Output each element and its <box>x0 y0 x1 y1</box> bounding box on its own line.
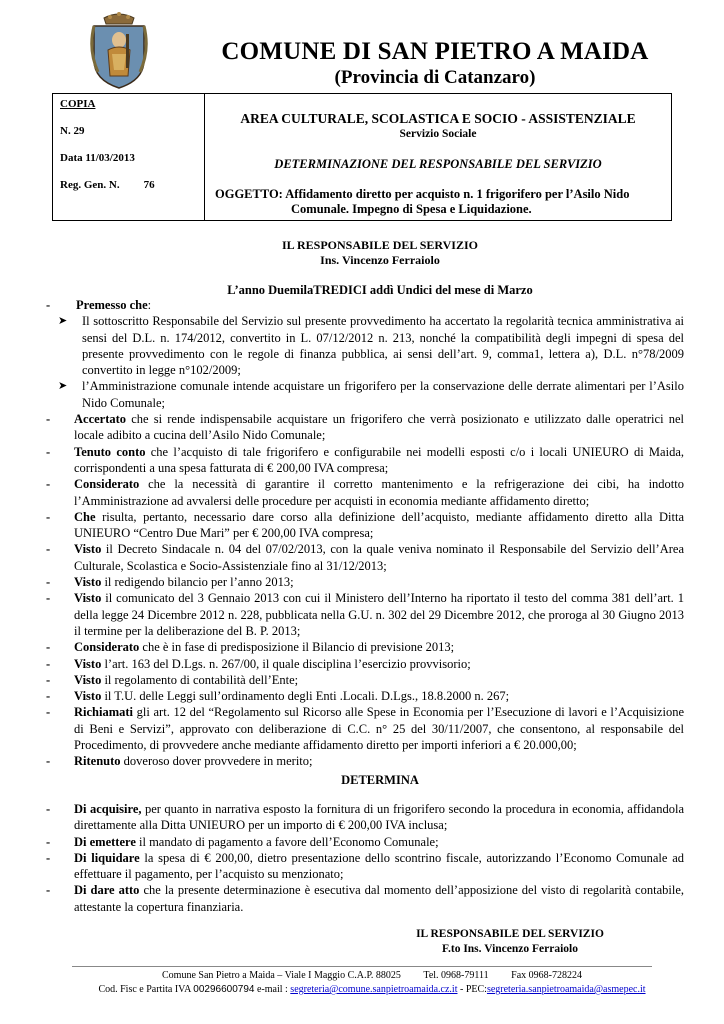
premise-item: - Visto il regolamento di contabilità dell’Ente; <box>46 672 299 687</box>
copy-label: COPIA <box>60 98 96 110</box>
premise-item-lead: Accertato <box>74 412 127 427</box>
premesso-subitem <box>52 313 684 378</box>
premesso-subitem-text: Il sottoscritto Responsabile del Servizio sul presente provvedimento ha accertato la regolarità tecnica amministrativa ai sensi del D.L. n. 174/2012, convertito in L. 07/12/2012 n. 213, nonché la compatibilità degli impegni di spesa del presente provvedimento con le regole di finanza pubblica, ai sensi dell’art. 9, comma1, lettera a), D.L. n°78/2009 convertito in legge n°102/2009; <box>82 314 684 378</box>
premise-item: - Considerato che è in fase di predisposizione il Bilancio di previsione 2013; <box>46 640 455 655</box>
department-name: AREA CULTURALE, SCOLASTICA E SOCIO - ASSISTENZIALE <box>240 111 636 126</box>
premises-section <box>46 297 684 770</box>
premises-list <box>46 411 684 770</box>
determina-list <box>46 801 684 915</box>
footer-contacts <box>52 970 692 981</box>
premise-item-text: gli art. 12 del “Regolamento sul Ricorso alle Spese in Economia per l’Esecuzione di lavori e l’Acquisizione di Beni e Servizi”, approvato con deliberazione di C.C. n° 25 del 30/11/2007, che consentono, al responsabile del Procedimento, di provvedere anche mediante affidamento diretto per importi inferiori a € 20.000,00; <box>74 705 684 753</box>
municipal-crest-icon <box>88 10 150 90</box>
premise-item: - Che risulta, pertanto, necessario dare corso alla definizione dell’acquisto, mediante affidamento diretto alla Ditta UNIEURO “Centro Due Mari” per € 200,00 IVA compresa; <box>46 509 684 541</box>
premise-item: - Visto l’art. 163 del D.Lgs. n. 267/00, il quale disciplina l’esercizio provvisorio; <box>46 656 471 671</box>
premise-item: - Considerato che la necessità di garantire il corretto mantenimento e la refrigerazione dei cibi, ha indotto l’Amministrazione ad avvalersi delle procedure per acquisti in economia mediante affidamento diretto; <box>46 477 684 508</box>
premise-item: - Visto il T.U. delle Leggi sull’ordinamento degli Enti .Locali. D.Lgs., 18.8.2000 n. 267; <box>46 689 510 704</box>
premise-item-text: il regolamento di contabilità dell’Ente; <box>101 672 299 687</box>
premise-item-text: che l’acquisto di tale frigorifero e configurabile nei modelli esposti c/o i locali UNIEURO di Maida, corrispondenti a una spesa fatturata di € 200,00 IVA compresa; <box>74 444 684 475</box>
responsible-name: Ins. Vincenzo Ferraiolo <box>320 253 440 267</box>
determina-item: - Di liquidare la spesa di € 200,00, dietro presentazione dello scontrino fiscale, autorizzando l’Economo Comunale ad effettuare il pagamento, per l’acquisto su menzionato; <box>46 850 684 882</box>
premise-item-text: che è in fase di predisposizione il Bilancio di previsione 2013; <box>139 640 455 655</box>
footer-address: Comune San Pietro a Maida – Viale I Maggio C.A.P. 88025 <box>162 970 401 981</box>
document-date: Data 11/03/2013 <box>60 152 135 164</box>
determina-item-lead: Di emettere <box>74 834 136 849</box>
footer-divider <box>72 966 652 967</box>
arrow-bullet-icon: ➤ <box>58 315 68 328</box>
premise-item-text: il T.U. delle Leggi sull’ordinamento degli Enti .Locali. D.Lgs., 18.8.2000 n. 267; <box>101 689 510 704</box>
footer-tel: Tel. 0968-79111 <box>423 970 489 981</box>
premesso-colon: : <box>147 298 152 312</box>
footer-email-label: e-mail : <box>254 984 288 995</box>
footer-fax: Fax 0968-728224 <box>511 970 582 981</box>
footer-pec-label: - PEC: <box>457 984 487 995</box>
premise-item: - Visto il comunicato del 3 Gennaio 2013 con cui il Ministero dell’Interno ha riportato il testo del comma 381 dell’art. 1 della legge 24 Dicembre 2012 n. 228, pubblicata nella G.U. n. 302 del 29 Dicembre 2012, che proroga al 30 Giugno 2013 il termine per la deliberazione del B. P. 2013; <box>46 591 684 638</box>
footer-cf-label: Cod. Fisc e Partita IVA <box>98 984 191 995</box>
premesso-subitem <box>52 378 684 411</box>
determina-item-lead: Di dare atto <box>74 883 140 898</box>
determina-item-text: che la presente determinazione è esecutiva dal momento dell’apposizione del visto di regolarità contabile, attestante la copertura finanziaria. <box>74 883 684 914</box>
determina-item: - Di dare atto che la presente determinazione è esecutiva dal momento dell’apposizione del visto di regolarità contabile, attestante la copertura finanziaria. <box>46 883 684 914</box>
determina-section <box>46 801 684 915</box>
service-name: Servizio Sociale <box>399 128 477 140</box>
premise-item: - Visto il redigendo bilancio per l’anno 2013; <box>46 575 294 590</box>
determina-item-text: la spesa di € 200,00, dietro presentazione dello scontrino fiscale, autorizzando l’Economo Comunale ad effettuare il pagamento, per l’acquisto su menzionato; <box>74 850 684 882</box>
subject-column <box>205 94 671 220</box>
premise-item-lead: Considerato <box>74 640 140 655</box>
premise-item-lead: Richiamati <box>74 705 134 720</box>
premise-item-text: l’art. 163 del D.Lgs. n. 267/00, il quale disciplina l’esercizio provvisorio; <box>101 656 471 671</box>
determina-item: - Di acquisire, per quanto in narrativa esposto la fornitura di un frigorifero secondo la procedura in economia, affidandola direttamente alla Ditta UNIEURO per un importo di € 200,00 IVA inclusa; <box>46 802 684 833</box>
determination-heading: DETERMINAZIONE DEL RESPONSABILE DEL SERVIZIO <box>274 157 602 171</box>
premise-item: - Accertato che si rende indispensabile acquistare un frigorifero che verrà posizionato e utilizzato dalle operatrici nel locale adibito a cucina dell’Asilo Nido Comunale; <box>46 412 684 443</box>
determina-item: - Di emettere il mandato di pagamento a favore dell’Economo Comunale; <box>46 834 439 849</box>
premise-item-lead: Visto <box>74 575 102 590</box>
premise-item: - Visto il Decreto Sindacale n. 04 del 07/02/2013, con la quale veniva nominato il Responsabile del Servizio dell’Area Culturale, Scolastica e Socio-Assistenziale fino al 31/12/2013; <box>46 542 684 573</box>
determina-item-lead: Di liquidare <box>74 850 140 865</box>
premise-item-text: il comunicato del 3 Gennaio 2013 con cui il Ministero dell’Interno ha riportato il testo del comma 381 dell’art. 1 della legge 24 Dicembre 2012 n. 228, pubblicata nella G.U. n. 302 del 29 Dicembre 2012, che proroga al 30 Giugno 2013 il termine per la deliberazione del B. P. 2013; <box>74 591 684 638</box>
municipality-title: COMUNE DI SAN PIETRO A MAIDA <box>221 38 649 65</box>
date-statement: L’anno DuemilaTREDICI addì Undici del mese di Marzo <box>227 283 533 297</box>
premise-item-text: che la necessità di garantire il corretto mantenimento e la refrigerazione dei cibi, ha indotto l’Amministrazione ad avvalersi delle procedure per acquisti in economia mediante affidamento diretto; <box>74 477 684 508</box>
premise-item-text: il redigendo bilancio per l’anno 2013; <box>101 575 294 590</box>
premise-item-lead: Che <box>74 509 96 524</box>
footer-cf-value: 00296600794 <box>193 984 255 995</box>
premesso-item: - Premesso che: <box>46 298 152 312</box>
premesso-lead: Premesso che <box>76 298 148 312</box>
premesso-subitem-text: l’Amministrazione comunale intende acquistare un frigorifero per la conservazione delle derrate alimentari per l’Asilo Nido Comunale; <box>82 379 684 410</box>
determina-item-text: per quanto in narrativa esposto la fornitura di un frigorifero secondo la procedura in economia, affidandola direttamente alla Ditta UNIEURO per un importo di € 200,00 IVA inclusa; <box>74 802 684 833</box>
responsible-heading: IL RESPONSABILE DEL SERVIZIO <box>282 238 478 252</box>
premise-item: - Tenuto conto che l’acquisto di tale frigorifero e configurabile nei modelli esposti c/o i locali UNIEURO di Maida, corrispondenti a una spesa fatturata di € 200,00 IVA compresa; <box>46 444 684 475</box>
premise-item-lead: Visto <box>74 689 102 704</box>
subject-line-1: OGGETTO: Affidamento diretto per acquisto n. 1 frigorifero per l’Asilo Nido <box>215 187 630 201</box>
registry-column <box>53 94 205 220</box>
arrow-bullet-icon: ➤ <box>58 380 68 393</box>
determina-heading: DETERMINA <box>341 773 419 787</box>
signature-heading: IL RESPONSABILE DEL SERVIZIO <box>416 928 604 940</box>
premise-item-lead: Visto <box>74 591 102 606</box>
premise-item-lead: Ritenuto <box>74 754 121 769</box>
general-register <box>60 179 155 191</box>
province-subtitle: (Provincia di Catanzaro) <box>334 67 536 88</box>
premise-item: - Richiamati gli art. 12 del “Regolamento sul Ricorso alle Spese in Economia per l’Esecuzione di lavori e l’Acquisizione di Beni e Servizi”, approvato con deliberazione di C.C. n° 25 del 30/11/2007, che consentono, al responsabile del Procedimento, di provvedere anche mediante affidamento diretto per importi inferiori a € 20.000,00; <box>46 705 684 753</box>
premise-item-text: il Decreto Sindacale n. 04 del 07/02/2013, con la quale veniva nominato il Responsabile del Servizio dell’Area Culturale, Scolastica e Socio-Assistenziale fino al 31/12/2013; <box>74 542 684 573</box>
signature-name: F.to Ins. Vincenzo Ferraiolo <box>442 943 578 955</box>
footer-pec-link[interactable]: segreteria.sanpietroamaida@asmepec.it <box>486 984 646 995</box>
premise-item-text: doveroso dover provvedere in merito; <box>120 754 313 769</box>
premise-item-lead: Tenuto conto <box>74 444 146 459</box>
document-number: N. 29 <box>60 125 85 137</box>
footer-identifiers <box>52 984 692 995</box>
general-register-value: 76 <box>143 179 155 191</box>
general-register-label: Reg. Gen. N. <box>60 179 120 191</box>
premise-item-lead: Visto <box>74 656 102 671</box>
premise-item-text: risulta, pertanto, necessario dare corso alla definizione dell’acquisto, mediante affidamento diretto alla Ditta UNIEURO “Centro Due Mari” per € 200,00 IVA compresa; <box>74 509 684 541</box>
document-header-box <box>52 93 672 221</box>
determina-item-text: il mandato di pagamento a favore dell’Economo Comunale; <box>135 834 439 849</box>
premise-item-lead: Visto <box>74 542 102 557</box>
subject-line-2: Comunale. Impegno di Spesa e Liquidazione. <box>291 202 532 216</box>
determina-item-lead: Di acquisire, <box>74 802 142 816</box>
premise-item-lead: Considerato <box>74 477 140 492</box>
premise-item-text: che si rende indispensabile acquistare un frigorifero che verrà posizionato e utilizzato dalle operatrici nel locale adibito a cucina dell’Asilo Nido Comunale; <box>74 412 684 443</box>
footer-email-link[interactable]: segreteria@comune.sanpietroamaida.cz.it <box>290 984 458 995</box>
premise-item-lead: Visto <box>74 672 102 687</box>
premise-item: - Ritenuto doveroso dover provvedere in merito; <box>46 754 313 769</box>
